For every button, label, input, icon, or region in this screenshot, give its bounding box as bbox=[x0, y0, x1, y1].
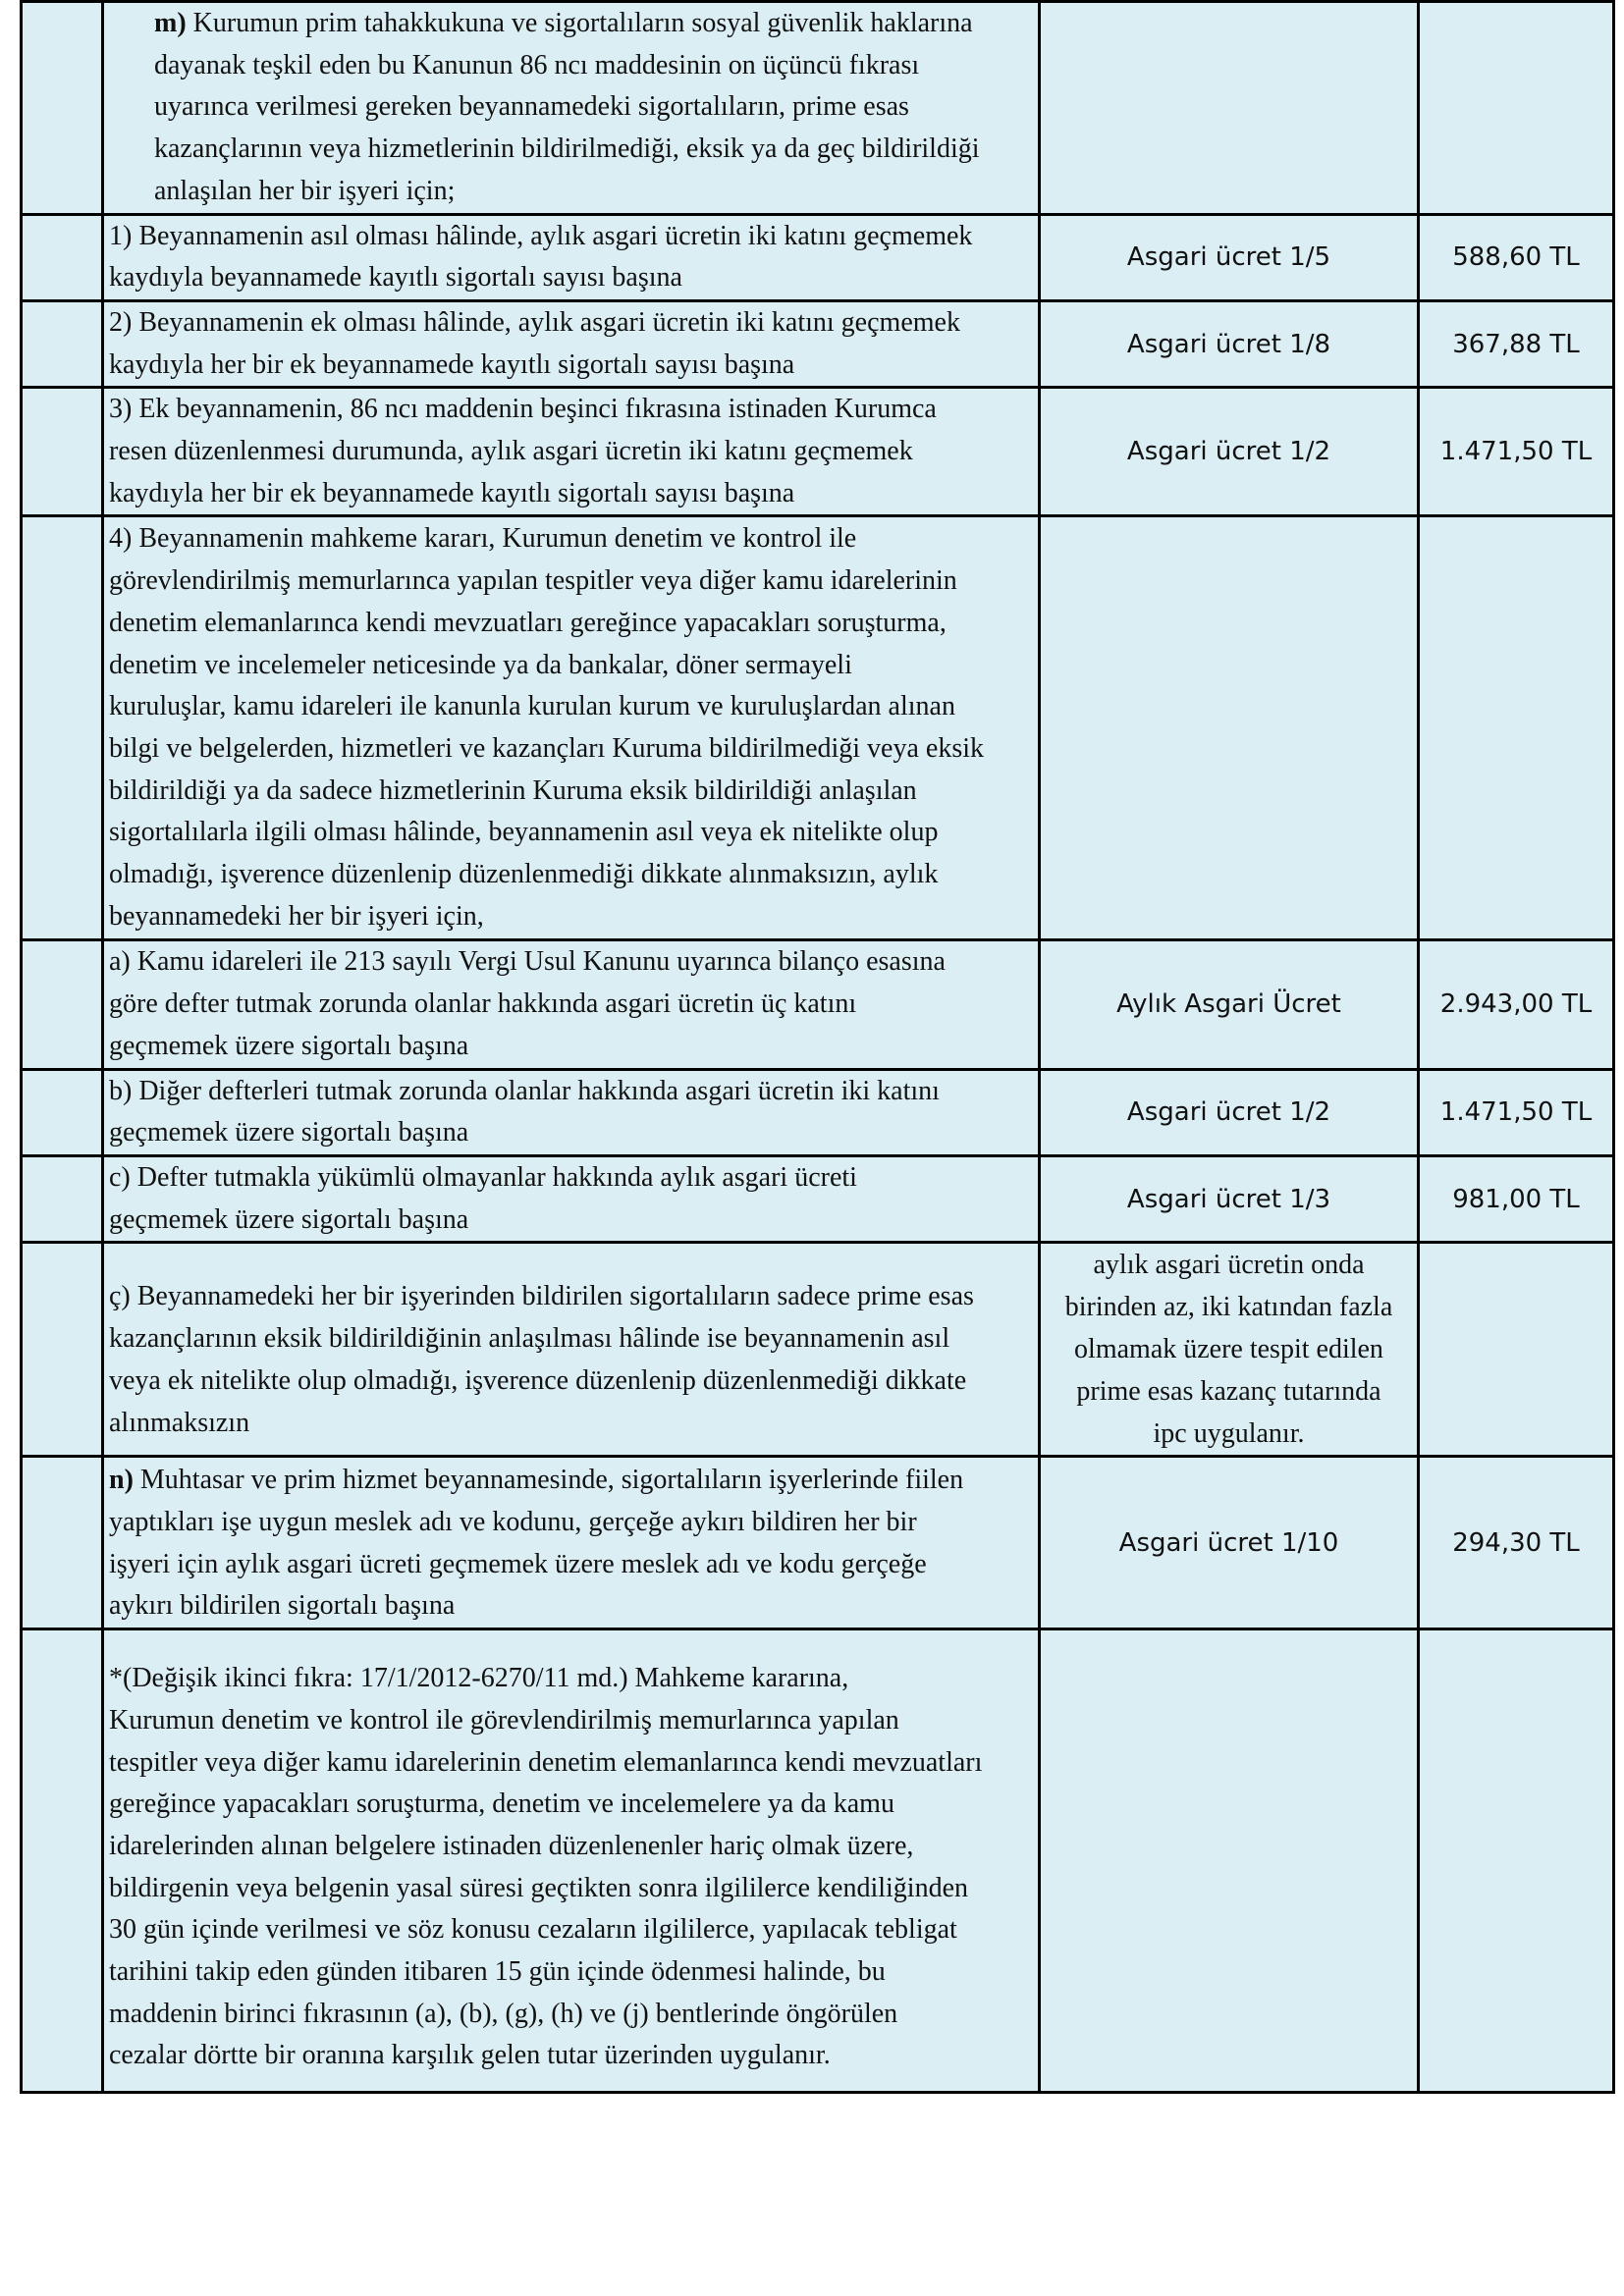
index-cell bbox=[22, 1243, 103, 1457]
index-cell bbox=[22, 1155, 103, 1242]
description-line: denetim ve incelemeler neticesinde ya da bankalar, döner sermayeli bbox=[109, 649, 852, 680]
description-line: idarelerinden alınan belgelere istinaden düzenlenenler hariç olmak üzere, bbox=[109, 1830, 914, 1861]
description-line: kuruluşlar, kamu idareleri ile kanunla kurulan kurum ve kuruluşlardan alınan bbox=[109, 691, 955, 722]
basis-cell: Asgari ücret 1/3 bbox=[1040, 1155, 1419, 1242]
description-line bbox=[109, 1460, 1034, 1502]
description-line: işyeri için aylık asgari ücreti geçmemek üzere meslek adı ve kodu gerçeğe bbox=[109, 1548, 927, 1579]
description-line: alınmaksızın bbox=[109, 1407, 250, 1438]
description-line: kazançlarının eksik bildirildiğinin anlaşılması hâlinde ise beyannamenin asıl bbox=[109, 1323, 950, 1355]
amount-cell: 981,00 TL bbox=[1419, 1155, 1614, 1242]
index-cell bbox=[22, 1629, 103, 2093]
basis-cell: Aylık Asgari Ücret bbox=[1040, 940, 1419, 1069]
penalty-table bbox=[20, 0, 1615, 2094]
description-line: tespitler veya diğer kamu idarelerinin denetim elemanlarınca kendi mevzuatları bbox=[109, 1746, 983, 1778]
description-line: *(Değişik ikinci fıkra: 17/1/2012-6270/11 md.) Mahkeme kararına, bbox=[109, 1663, 849, 1694]
index-cell bbox=[22, 388, 103, 516]
description-line: 30 gün içinde verilmesi ve söz konusu cezaların ilgililerce, yapılacak tebligat bbox=[109, 1914, 957, 1946]
description-line: gereğince yapacakları soruşturma, denetim ve incelemelere ya da kamu bbox=[109, 1789, 894, 1820]
description-line: denetim elemanlarınca kendi mevzuatları gereğince yapacakları soruşturma, bbox=[109, 607, 947, 638]
description-cell bbox=[103, 300, 1040, 387]
basis-cell bbox=[1040, 1243, 1419, 1457]
description-line: geçmemek üzere sigortalı başına bbox=[109, 1030, 469, 1061]
description-line: geçmemek üzere sigortalı başına bbox=[109, 1117, 469, 1148]
description-line: tarihini takip eden günden itibaren 15 gün içinde ödenmesi halinde, bu bbox=[109, 1956, 886, 1988]
clause-marker: n) bbox=[109, 1465, 134, 1496]
description-line: maddenin birinci fıkrasının (a), (b), (g), (h) ve (j) bentlerinde öngörülen bbox=[109, 1998, 898, 2029]
description-line: b) Diğer defterleri tutmak zorunda olanlar hakkında asgari ücretin iki katını bbox=[109, 1075, 940, 1106]
index-cell bbox=[22, 516, 103, 940]
description-line: cezalar dörtte bir oranına karşılık gelen tutar üzerinden uygulanır. bbox=[109, 2040, 831, 2071]
description-line: 2) Beyannamenin ek olması hâlinde, aylık asgari ücretin iki katını geçmemek bbox=[109, 306, 960, 338]
description-line: dayanak teşkil eden bu Kanunun 86 ncı maddesinin on üçüncü fıkrası bbox=[154, 49, 920, 80]
description-cell bbox=[103, 214, 1040, 300]
description-line: bilgi ve belgelerden, hizmetleri ve kazançları Kuruma bildirilmediği veya eksik bbox=[109, 732, 985, 764]
amount-cell bbox=[1419, 516, 1614, 940]
index-cell bbox=[22, 1457, 103, 1629]
table-row bbox=[22, 300, 1614, 387]
basis-cell: Asgari ücret 1/8 bbox=[1040, 300, 1419, 387]
description-line: 1) Beyannamenin asıl olması hâlinde, aylık asgari ücretin iki katını geçmemek bbox=[109, 220, 973, 251]
description-cell bbox=[103, 388, 1040, 516]
table-row bbox=[22, 214, 1614, 300]
basis-cell bbox=[1040, 1629, 1419, 2093]
table-row bbox=[22, 388, 1614, 516]
amount-cell: 367,88 TL bbox=[1419, 300, 1614, 387]
description-line: anlaşılan her bir işyeri için; bbox=[154, 175, 456, 206]
description-cell bbox=[103, 2, 1040, 215]
index-cell bbox=[22, 1069, 103, 1155]
description-line: göre defter tutmak zorunda olanlar hakkında asgari ücretin üç katını bbox=[109, 988, 857, 1020]
basis-line: prime esas kazanç tutarında bbox=[1076, 1376, 1381, 1408]
description-line: bildirildiği ya da sadece hizmetlerinin Kuruma eksik bildirildiği anlaşılan bbox=[109, 774, 917, 806]
table-row bbox=[22, 516, 1614, 940]
description-cell bbox=[103, 1629, 1040, 2093]
penalty-table-body bbox=[22, 2, 1614, 2093]
description-line: görevlendirilmiş memurlarınca yapılan tespitler veya diğer kamu idarelerinin bbox=[109, 565, 957, 597]
description-line: 4) Beyannamenin mahkeme kararı, Kurumun denetim ve kontrol ile bbox=[109, 523, 857, 555]
description-line: kazançlarının veya hizmetlerinin bildirilmediği, eksik ya da geç bildirildiği bbox=[154, 133, 980, 165]
description-line: ç) Beyannamedeki her bir işyerinden bildirilen sigortalıların sadece prime esas bbox=[109, 1281, 974, 1312]
description-line: aykırı bildirilen sigortalı başına bbox=[109, 1590, 456, 1622]
description-line: a) Kamu idareleri ile 213 sayılı Vergi Usul Kanunu uyarınca bilanço esasına bbox=[109, 946, 946, 978]
description-line: veya ek nitelikte olup olmadığı, işverence düzenlenip düzenlenmediği dikkate bbox=[109, 1364, 967, 1396]
table-row bbox=[22, 2, 1614, 215]
description-cell bbox=[103, 1243, 1040, 1457]
description-cell bbox=[103, 1457, 1040, 1629]
table-row bbox=[22, 1155, 1614, 1242]
description-text: Muhtasar ve prim hizmet beyannamesinde, sigortalıların işyerlerinde fiilen bbox=[139, 1465, 964, 1496]
table-row bbox=[22, 1243, 1614, 1457]
description-line: kaydıyla beyannamede kayıtlı sigortalı sayısı başına bbox=[109, 262, 682, 294]
description-text: Kurumun prim tahakkukuna ve sigortalıların sosyal güvenlik haklarına bbox=[192, 8, 973, 38]
amount-cell bbox=[1419, 1629, 1614, 2093]
basis-cell bbox=[1040, 2, 1419, 215]
table-row bbox=[22, 1457, 1614, 1629]
description-line: geçmemek üzere sigortalı başına bbox=[109, 1203, 469, 1235]
amount-cell: 294,30 TL bbox=[1419, 1457, 1614, 1629]
table-row bbox=[22, 1069, 1614, 1155]
description-line: uyarınca verilmesi gereken beyannamedeki sigortalıların, prime esas bbox=[154, 91, 909, 123]
description-cell bbox=[103, 1155, 1040, 1242]
description-cell bbox=[103, 940, 1040, 1069]
basis-cell: Asgari ücret 1/2 bbox=[1040, 388, 1419, 516]
basis-cell: Asgari ücret 1/10 bbox=[1040, 1457, 1419, 1629]
amount-cell: 1.471,50 TL bbox=[1419, 388, 1614, 516]
table-row bbox=[22, 1629, 1614, 2093]
description-line: kaydıyla her bir ek beyannamede kayıtlı sigortalı sayısı başına bbox=[109, 348, 795, 380]
amount-cell: 1.471,50 TL bbox=[1419, 1069, 1614, 1155]
index-cell bbox=[22, 940, 103, 1069]
description-line: sigortalılarla ilgili olması hâlinde, beyannamenin asıl veya ek nitelikte olup bbox=[109, 817, 939, 848]
description-line: beyannamedeki her bir işyeri için, bbox=[109, 900, 484, 932]
table-row bbox=[22, 940, 1614, 1069]
description-line: yaptıkları işe uygun meslek adı ve kodunu, gerçeğe aykırı bildiren her bir bbox=[109, 1507, 917, 1538]
description-line: c) Defter tutmakla yükümlü olmayanlar hakkında aylık asgari ücreti bbox=[109, 1161, 857, 1193]
description-line: resen düzenlenmesi durumunda, aylık asgari ücretin iki katını geçmemek bbox=[109, 436, 913, 467]
clause-marker: m) bbox=[154, 8, 187, 38]
description-cell bbox=[103, 516, 1040, 940]
description-line: 3) Ek beyannamenin, 86 ncı maddenin beşinci fıkrasına istinaden Kurumca bbox=[109, 394, 937, 425]
amount-cell bbox=[1419, 2, 1614, 215]
basis-line: aylık asgari ücretin onda bbox=[1093, 1250, 1365, 1281]
basis-line: ipc uygulanır. bbox=[1153, 1418, 1305, 1450]
index-cell bbox=[22, 300, 103, 387]
basis-line: olmamak üzere tespit edilen bbox=[1074, 1334, 1383, 1365]
description-line: olmadığı, işverence düzenlenip düzenlenmediği dikkate alınmaksızın, aylık bbox=[109, 859, 939, 890]
basis-cell: Asgari ücret 1/2 bbox=[1040, 1069, 1419, 1155]
amount-cell bbox=[1419, 1243, 1614, 1457]
index-cell bbox=[22, 214, 103, 300]
basis-line: birinden az, iki katından fazla bbox=[1064, 1292, 1393, 1323]
description-line: kaydıyla her bir ek beyannamede kayıtlı sigortalı sayısı başına bbox=[109, 477, 795, 508]
description-line: bildirgenin veya belgenin yasal süresi geçtikten sonra ilgililerce kendiliğinden bbox=[109, 1872, 969, 1903]
basis-cell bbox=[1040, 516, 1419, 940]
amount-cell: 588,60 TL bbox=[1419, 214, 1614, 300]
description-line bbox=[154, 3, 1034, 45]
description-cell bbox=[103, 1069, 1040, 1155]
basis-cell: Asgari ücret 1/5 bbox=[1040, 214, 1419, 300]
index-cell bbox=[22, 2, 103, 215]
description-line: Kurumun denetim ve kontrol ile görevlendirilmiş memurlarınca yapılan bbox=[109, 1704, 899, 1735]
amount-cell: 2.943,00 TL bbox=[1419, 940, 1614, 1069]
